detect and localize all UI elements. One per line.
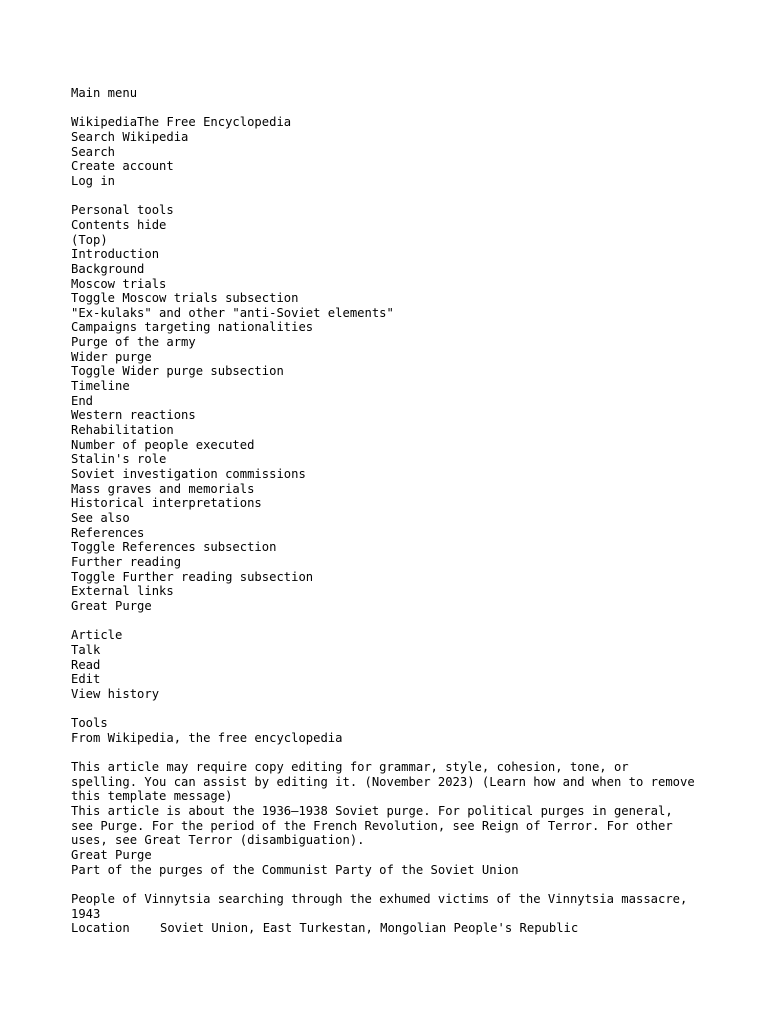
infobox-location-row — [71, 921, 701, 936]
infobox-location-value: Soviet Union, East Turkestan, Mongolian People's Republic — [160, 921, 579, 936]
page-title: Great Purge — [71, 598, 152, 613]
toc-item-further-reading[interactable]: Further reading — [71, 554, 182, 569]
tools-menu[interactable]: Tools — [71, 716, 108, 731]
toc-item-campaigns-nationalities[interactable]: Campaigns targeting nationalities — [71, 320, 314, 335]
infobox-part-of: Part of the purges of the Communist Party of the Soviet Union — [71, 862, 519, 877]
toc-item-stalins-role[interactable]: Stalin's role — [71, 452, 167, 467]
page-content — [71, 86, 701, 936]
toc-item-rehabilitation[interactable]: Rehabilitation — [71, 423, 174, 438]
toc-item-references[interactable]: References — [71, 525, 145, 540]
toc-item-number-executed[interactable]: Number of people executed — [71, 437, 255, 452]
spacer — [71, 745, 701, 760]
toc-item-introduction[interactable]: Introduction — [71, 247, 160, 262]
personal-tools-menu[interactable]: Personal tools — [71, 203, 174, 218]
toc-item-external-links[interactable]: External links — [71, 584, 174, 599]
tab-article[interactable]: Article — [71, 628, 123, 643]
site-subtitle: From Wikipedia, the free encyclopedia — [71, 730, 343, 745]
infobox-title: Great Purge — [71, 848, 152, 863]
toc-item-see-also[interactable]: See also — [71, 511, 130, 525]
toc-item-ex-kulaks[interactable]: "Ex-kulaks" and other "anti-Soviet elements" — [71, 305, 394, 320]
create-account-link[interactable]: Create account — [71, 159, 174, 174]
toc-item-investigation-commissions[interactable]: Soviet investigation commissions — [71, 467, 306, 482]
infobox-image-caption: People of Vinnytsia searching through the exhumed victims of the Vinnytsia massacre, 1943 — [71, 892, 688, 921]
toc-toggle-further-reading[interactable]: Toggle Further reading subsection — [71, 569, 314, 584]
toc-toggle-wider-purge[interactable]: Toggle Wider purge subsection — [71, 364, 284, 379]
toc-item-purge-of-army[interactable]: Purge of the army — [71, 335, 196, 350]
toc-toggle-references[interactable]: Toggle References subsection — [71, 540, 277, 555]
site-logo-link[interactable]: WikipediaThe Free Encyclopedia — [71, 115, 292, 130]
spacer — [71, 189, 701, 204]
tab-view-history[interactable]: View history — [71, 686, 160, 701]
toc-item-wider-purge[interactable]: Wider purge — [71, 349, 152, 364]
spacer — [71, 101, 701, 116]
toc-item-mass-graves[interactable]: Mass graves and memorials — [71, 481, 255, 496]
copy-edit-notice: This article may require copy editing for grammar, style, cohesion, tone, or spelling. You can assist by editing it. (November 2023) (Learn how and when to remove this template message) — [71, 760, 695, 804]
spacer — [71, 614, 701, 629]
tab-talk[interactable]: Talk — [71, 642, 101, 657]
toc-item-end[interactable]: End — [71, 393, 94, 408]
main-menu-button[interactable]: Main menu — [71, 86, 138, 100]
hatnote: This article is about the 1936–1938 Soviet purge. For political purges in general, see Purge. For the period of the French Revolution, see Reign of Terror. For other uses, see Great Terror (disambiguation). — [71, 804, 673, 848]
tab-read[interactable]: Read — [71, 657, 101, 672]
spacer — [71, 877, 701, 892]
search-input[interactable]: Search Wikipedia — [71, 129, 189, 144]
toc-item-historical-interpretations[interactable]: Historical interpretations — [71, 496, 262, 511]
spacer — [71, 702, 701, 717]
contents-hide-button[interactable]: Contents hide — [71, 217, 167, 232]
search-button[interactable]: Search — [71, 144, 116, 159]
toc-item-top[interactable]: (Top) — [71, 232, 108, 247]
toc-item-moscow-trials[interactable]: Moscow trials — [71, 276, 167, 291]
infobox-location-label: Location — [71, 921, 130, 936]
toc-item-western-reactions[interactable]: Western reactions — [71, 408, 196, 423]
tab-edit[interactable]: Edit — [71, 672, 101, 687]
toc-item-background[interactable]: Background — [71, 261, 145, 276]
log-in-link[interactable]: Log in — [71, 173, 116, 188]
toc-item-timeline[interactable]: Timeline — [71, 379, 130, 394]
toc-toggle-moscow-trials[interactable]: Toggle Moscow trials subsection — [71, 291, 299, 306]
table-of-contents — [71, 233, 701, 599]
